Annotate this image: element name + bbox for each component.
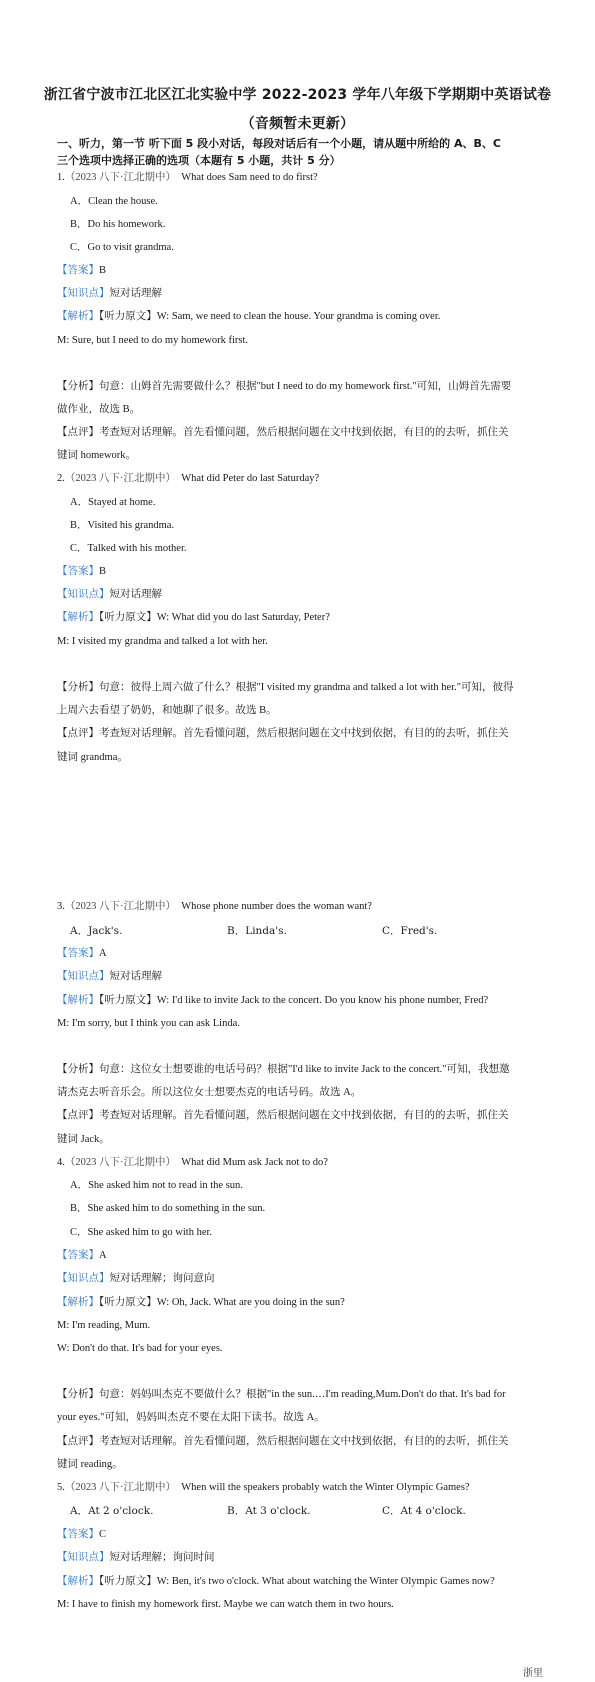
option-b: B．Do his homework.: [70, 219, 166, 230]
comment-line: 键词 Jack。: [57, 1134, 110, 1145]
transcript-line: M: I'm reading, Mum.: [57, 1320, 151, 1331]
option-a: A．She asked him not to read in the sun.: [70, 1180, 243, 1191]
transcript-line: 【解析】【听力原文】W: Sam, we need to clean the house. Your grandma is coming over.: [57, 311, 441, 322]
knowledge-line: 【知识点】短对话理解；询问意向: [57, 1273, 215, 1284]
transcript-line: M: Sure, but I need to do my homework first.: [57, 335, 249, 346]
comment-line: 键词 homework。: [57, 450, 137, 461]
option-c: C．Go to visit grandma.: [70, 242, 174, 253]
option-b: B．Visited his grandma.: [70, 520, 175, 531]
comment-line: 【点评】考查短对话理解。首先看懂问题，然后根据问题在文中找到依据，有目的的去听，抓住关: [57, 1436, 509, 1447]
option-b: B．Linda's.: [227, 925, 287, 937]
option-b: B．At 3 o'clock.: [227, 1505, 311, 1517]
option-a: A．Jack's.: [70, 925, 123, 937]
exam-title: 浙江省宁波市江北区江北实验中学 2022-2023 学年八年级下学期期中英语试卷: [43, 87, 552, 103]
answer-line: 【答案】B: [57, 566, 107, 577]
transcript-line: M: I have to finish my homework first. Maybe we can watch them in two hours.: [57, 1599, 394, 1610]
knowledge-line: 【知识点】短对话理解: [57, 971, 162, 982]
transcript-line: M: I'm sorry, but I think you can ask Linda.: [57, 1018, 240, 1029]
option-a: A．At 2 o'clock.: [70, 1505, 154, 1517]
question-stem: 3.（2023 八下·江北期中） Whose phone number does the woman want?: [57, 901, 372, 912]
question-stem: 1.（2023 八下·江北期中） What does Sam need to do first?: [57, 172, 318, 183]
option-c: C．Talked with his mother.: [70, 543, 187, 554]
answer-line: 【答案】A: [57, 1250, 107, 1261]
transcript-line: 【解析】【听力原文】W: I'd like to invite Jack to the concert. Do you know his phone number, Fred?: [57, 995, 489, 1006]
question-stem: 2.（2023 八下·江北期中） What did Peter do last Saturday?: [57, 473, 320, 484]
analysis-line: 【分析】句意：山姆首先需要做什么？根据"but I need to do my homework first."可知，山姆首先需要: [57, 381, 512, 392]
answer-line: 【答案】B: [57, 265, 107, 276]
analysis-line: your eyes."可知，妈妈叫杰克不要在太阳下读书。故选 A。: [57, 1412, 325, 1423]
analysis-line: 【分析】句意：这位女士想要谁的电话号码？根据"I'd like to invite Jack to the concert."可知，我想邀: [57, 1064, 510, 1075]
option-c: C．She asked him to go with her.: [70, 1227, 213, 1238]
answer-line: 【答案】A: [57, 948, 107, 959]
analysis-line: 做作业，故选 B。: [57, 404, 141, 415]
comment-line: 【点评】考查短对话理解。首先看懂问题，然后根据问题在文中找到依据，有目的的去听，抓住关: [57, 427, 509, 438]
transcript-line: 【解析】【听力原文】W: Oh, Jack. What are you doing in the sun?: [57, 1297, 345, 1308]
analysis-line: 【分析】句意：彼得上周六做了什么？根据"I visited my grandma and talked a lot with her."可知，彼得: [57, 682, 514, 693]
knowledge-line: 【知识点】短对话理解: [57, 589, 162, 600]
transcript-line: M: I visited my grandma and talked a lot with her.: [57, 636, 268, 647]
analysis-line: 【分析】句意：妈妈叫杰克不要做什么？根据"in the sun.…I'm reading,Mum.Don't do that. It's bad for: [57, 1389, 506, 1400]
comment-line: 【点评】考查短对话理解。首先看懂问题，然后根据问题在文中找到依据，有目的的去听，抓住关: [57, 728, 509, 739]
page-footer: 浙里: [523, 1668, 543, 1679]
option-a: A．Stayed at home.: [70, 497, 156, 508]
analysis-line: 请杰克去听音乐会。所以这位女士想要杰克的电话号码。故选 A。: [57, 1087, 362, 1098]
knowledge-line: 【知识点】短对话理解；询问时间: [57, 1552, 215, 1563]
transcript-line: W: Don't do that. It's bad for your eyes.: [57, 1343, 223, 1354]
option-c: C．Fred's.: [382, 925, 438, 937]
option-a: A．Clean the house.: [70, 196, 158, 207]
transcript-line: 【解析】【听力原文】W: What did you do last Saturday, Peter?: [57, 612, 330, 623]
knowledge-line: 【知识点】短对话理解: [57, 288, 162, 299]
question-stem: 4.（2023 八下·江北期中） What did Mum ask Jack not to do?: [57, 1157, 328, 1168]
option-b: B．She asked him to do something in the sun.: [70, 1203, 266, 1214]
option-c: C．At 4 o'clock.: [382, 1505, 466, 1517]
answer-line: 【答案】C: [57, 1529, 107, 1540]
analysis-line: 上周六去看望了奶奶，和她聊了很多。故选 B。: [57, 705, 277, 716]
exam-subtitle: （音频暂未更新）: [240, 116, 355, 132]
transcript-line: 【解析】【听力原文】W: Ben, it's two o'clock. What about watching the Winter Olympic Games now?: [57, 1576, 495, 1587]
question-stem: 5.（2023 八下·江北期中） When will the speakers probably watch the Winter Olympic Games?: [57, 1482, 470, 1493]
comment-line: 键词 grandma。: [57, 752, 128, 763]
section-heading: 一、听力，第一节 听下面 5 段小对话，每段对话后有一个小题，请从题中所给的 A、B、C 三个选项中选择正确的选项（本题有 5 小题，共计 5 分）: [57, 137, 501, 167]
comment-line: 键词 reading。: [57, 1459, 123, 1470]
comment-line: 【点评】考查短对话理解。首先看懂问题，然后根据问题在文中找到依据，有目的的去听，抓住关: [57, 1110, 509, 1121]
